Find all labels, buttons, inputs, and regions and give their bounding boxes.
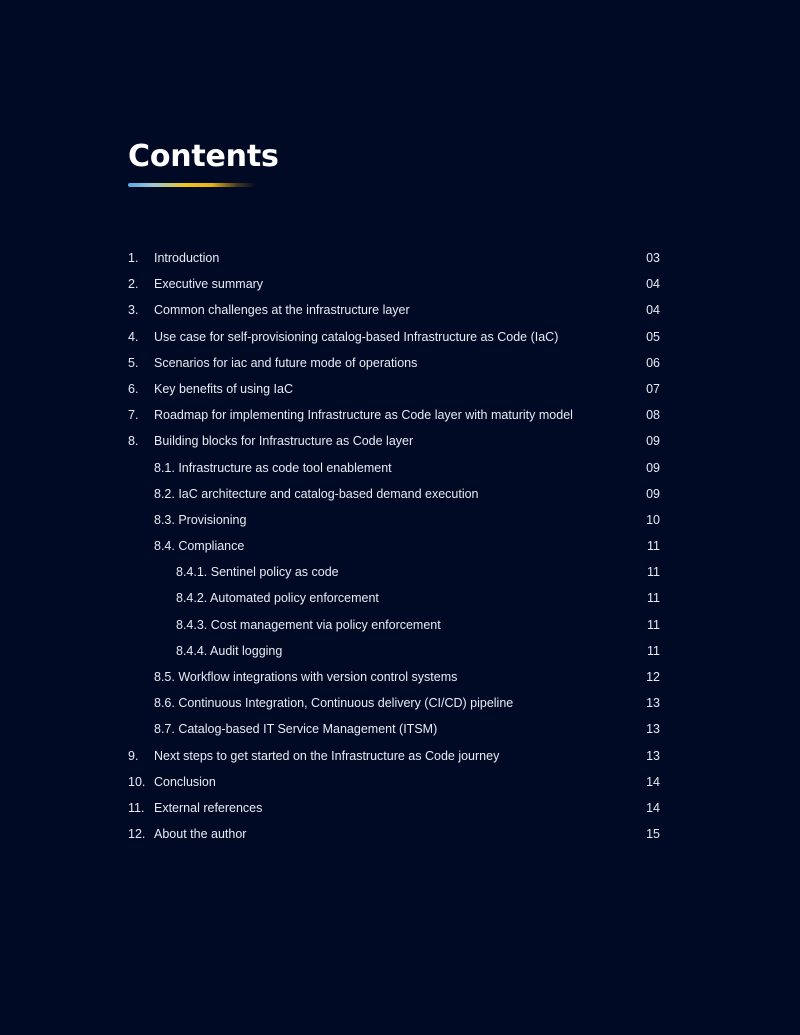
toc-entry-label: Next steps to get started on the Infrastructure as Code journey [154,748,500,763]
toc-entry-label: 8.4.4. Audit logging [176,643,283,658]
toc-entry-number: 11. [128,800,145,815]
toc-entry-page-number: 11 [647,565,660,580]
toc-entry[interactable] [128,533,660,559]
toc-entry[interactable] [128,585,660,611]
toc-entry[interactable] [128,559,660,585]
toc-entry[interactable] [128,821,660,847]
toc-entry-page-number: 13 [646,696,660,711]
toc-entry[interactable] [128,690,660,716]
toc-entry-label: 8.7. Catalog-based IT Service Management (ITSM) [154,722,438,737]
toc-entry[interactable] [128,297,660,323]
toc-entry-number: 10. [128,774,146,789]
toc-entry[interactable] [128,612,660,638]
toc-entry-label: 8.4. Compliance [154,539,245,554]
toc-entry[interactable] [128,795,660,821]
toc-entry-page-number: 06 [646,355,660,370]
toc-entry-page-number: 09 [646,460,660,475]
title-underline [128,183,256,187]
toc-entry-number: 4. [128,329,139,344]
toc-entry-number: 5. [128,355,139,370]
toc-entry-label: 8.1. Infrastructure as code tool enablement [154,460,392,475]
toc-entry-label: External references [154,800,263,815]
toc-entry-page-number: 05 [646,329,660,344]
page-title: Contents [128,139,279,174]
toc-entry-label: Executive summary [154,277,264,292]
toc-entry[interactable] [128,743,660,769]
table-of-contents [128,245,660,847]
toc-entry-page-number: 13 [646,722,660,737]
toc-entry-label: Roadmap for implementing Infrastructure as Code layer with maturity model [154,408,573,423]
toc-entry-label: Conclusion [154,774,216,789]
toc-entry-page-number: 11 [647,539,660,554]
toc-entry-page-number: 11 [647,617,660,632]
toc-entry-number: 6. [128,381,139,396]
toc-entry[interactable] [128,638,660,664]
toc-entry-label: 8.2. IaC architecture and catalog-based demand execution [154,486,479,501]
toc-entry-page-number: 15 [646,827,660,842]
toc-entry[interactable] [128,507,660,533]
toc-entry[interactable] [128,428,660,454]
toc-entry[interactable] [128,245,660,271]
toc-entry-label: 8.4.2. Automated policy enforcement [176,591,379,606]
toc-entry-label: 8.6. Continuous Integration, Continuous delivery (CI/CD) pipeline [154,696,514,711]
toc-entry-page-number: 09 [646,434,660,449]
toc-entry-page-number: 14 [646,800,660,815]
toc-entry[interactable] [128,376,660,402]
toc-entry-label: 8.4.1. Sentinel policy as code [176,565,339,580]
toc-entry-number: 7. [128,408,139,423]
toc-entry-label: Introduction [154,251,220,265]
toc-entry-page-number: 04 [646,303,660,318]
toc-entry-number: 9. [128,748,139,763]
toc-entry-page-number: 14 [646,774,660,789]
toc-entry-label: Key benefits of using IaC [154,381,293,396]
toc-entry-page-number: 08 [646,408,660,423]
toc-entry-label: Scenarios for iac and future mode of operations [154,355,418,370]
toc-entry[interactable] [128,664,660,690]
toc-entry-label: 8.4.3. Cost management via policy enforcement [176,617,441,632]
toc-entry-page-number: 11 [647,643,660,658]
toc-entry[interactable] [128,402,660,428]
toc-entry-number: 2. [128,277,139,292]
toc-entry-label: 8.3. Provisioning [154,512,247,527]
toc-entry[interactable] [128,716,660,742]
toc-entry-page-number: 09 [646,486,660,501]
toc-entry-page-number: 04 [646,277,660,292]
toc-entry[interactable] [128,455,660,481]
toc-entry-label: Building blocks for Infrastructure as Code layer [154,434,414,449]
toc-entry[interactable] [128,324,660,350]
toc-entry-page-number: 10 [646,512,660,527]
toc-entry-label: About the author [154,827,247,842]
toc-entry-page-number: 12 [646,670,660,684]
toc-entry[interactable] [128,481,660,507]
toc-entry[interactable] [128,271,660,297]
toc-entry-number: 8. [128,434,139,449]
toc-entry-page-number: 11 [647,591,660,606]
toc-entry-number: 3. [128,303,139,318]
toc-entry-label: Use case for self-provisioning catalog-based Infrastructure as Code (IaC) [154,329,559,344]
toc-entry[interactable] [128,350,660,376]
toc-entry-page-number: 03 [646,251,660,265]
toc-entry-number: 12. [128,827,146,842]
toc-entry[interactable] [128,769,660,795]
toc-entry-label: 8.5. Workflow integrations with version control systems [154,670,458,684]
toc-entry-page-number: 13 [646,748,660,763]
toc-entry-page-number: 07 [646,381,660,396]
toc-entry-label: Common challenges at the infrastructure layer [154,303,410,318]
toc-entry-number: 1. [128,251,139,265]
